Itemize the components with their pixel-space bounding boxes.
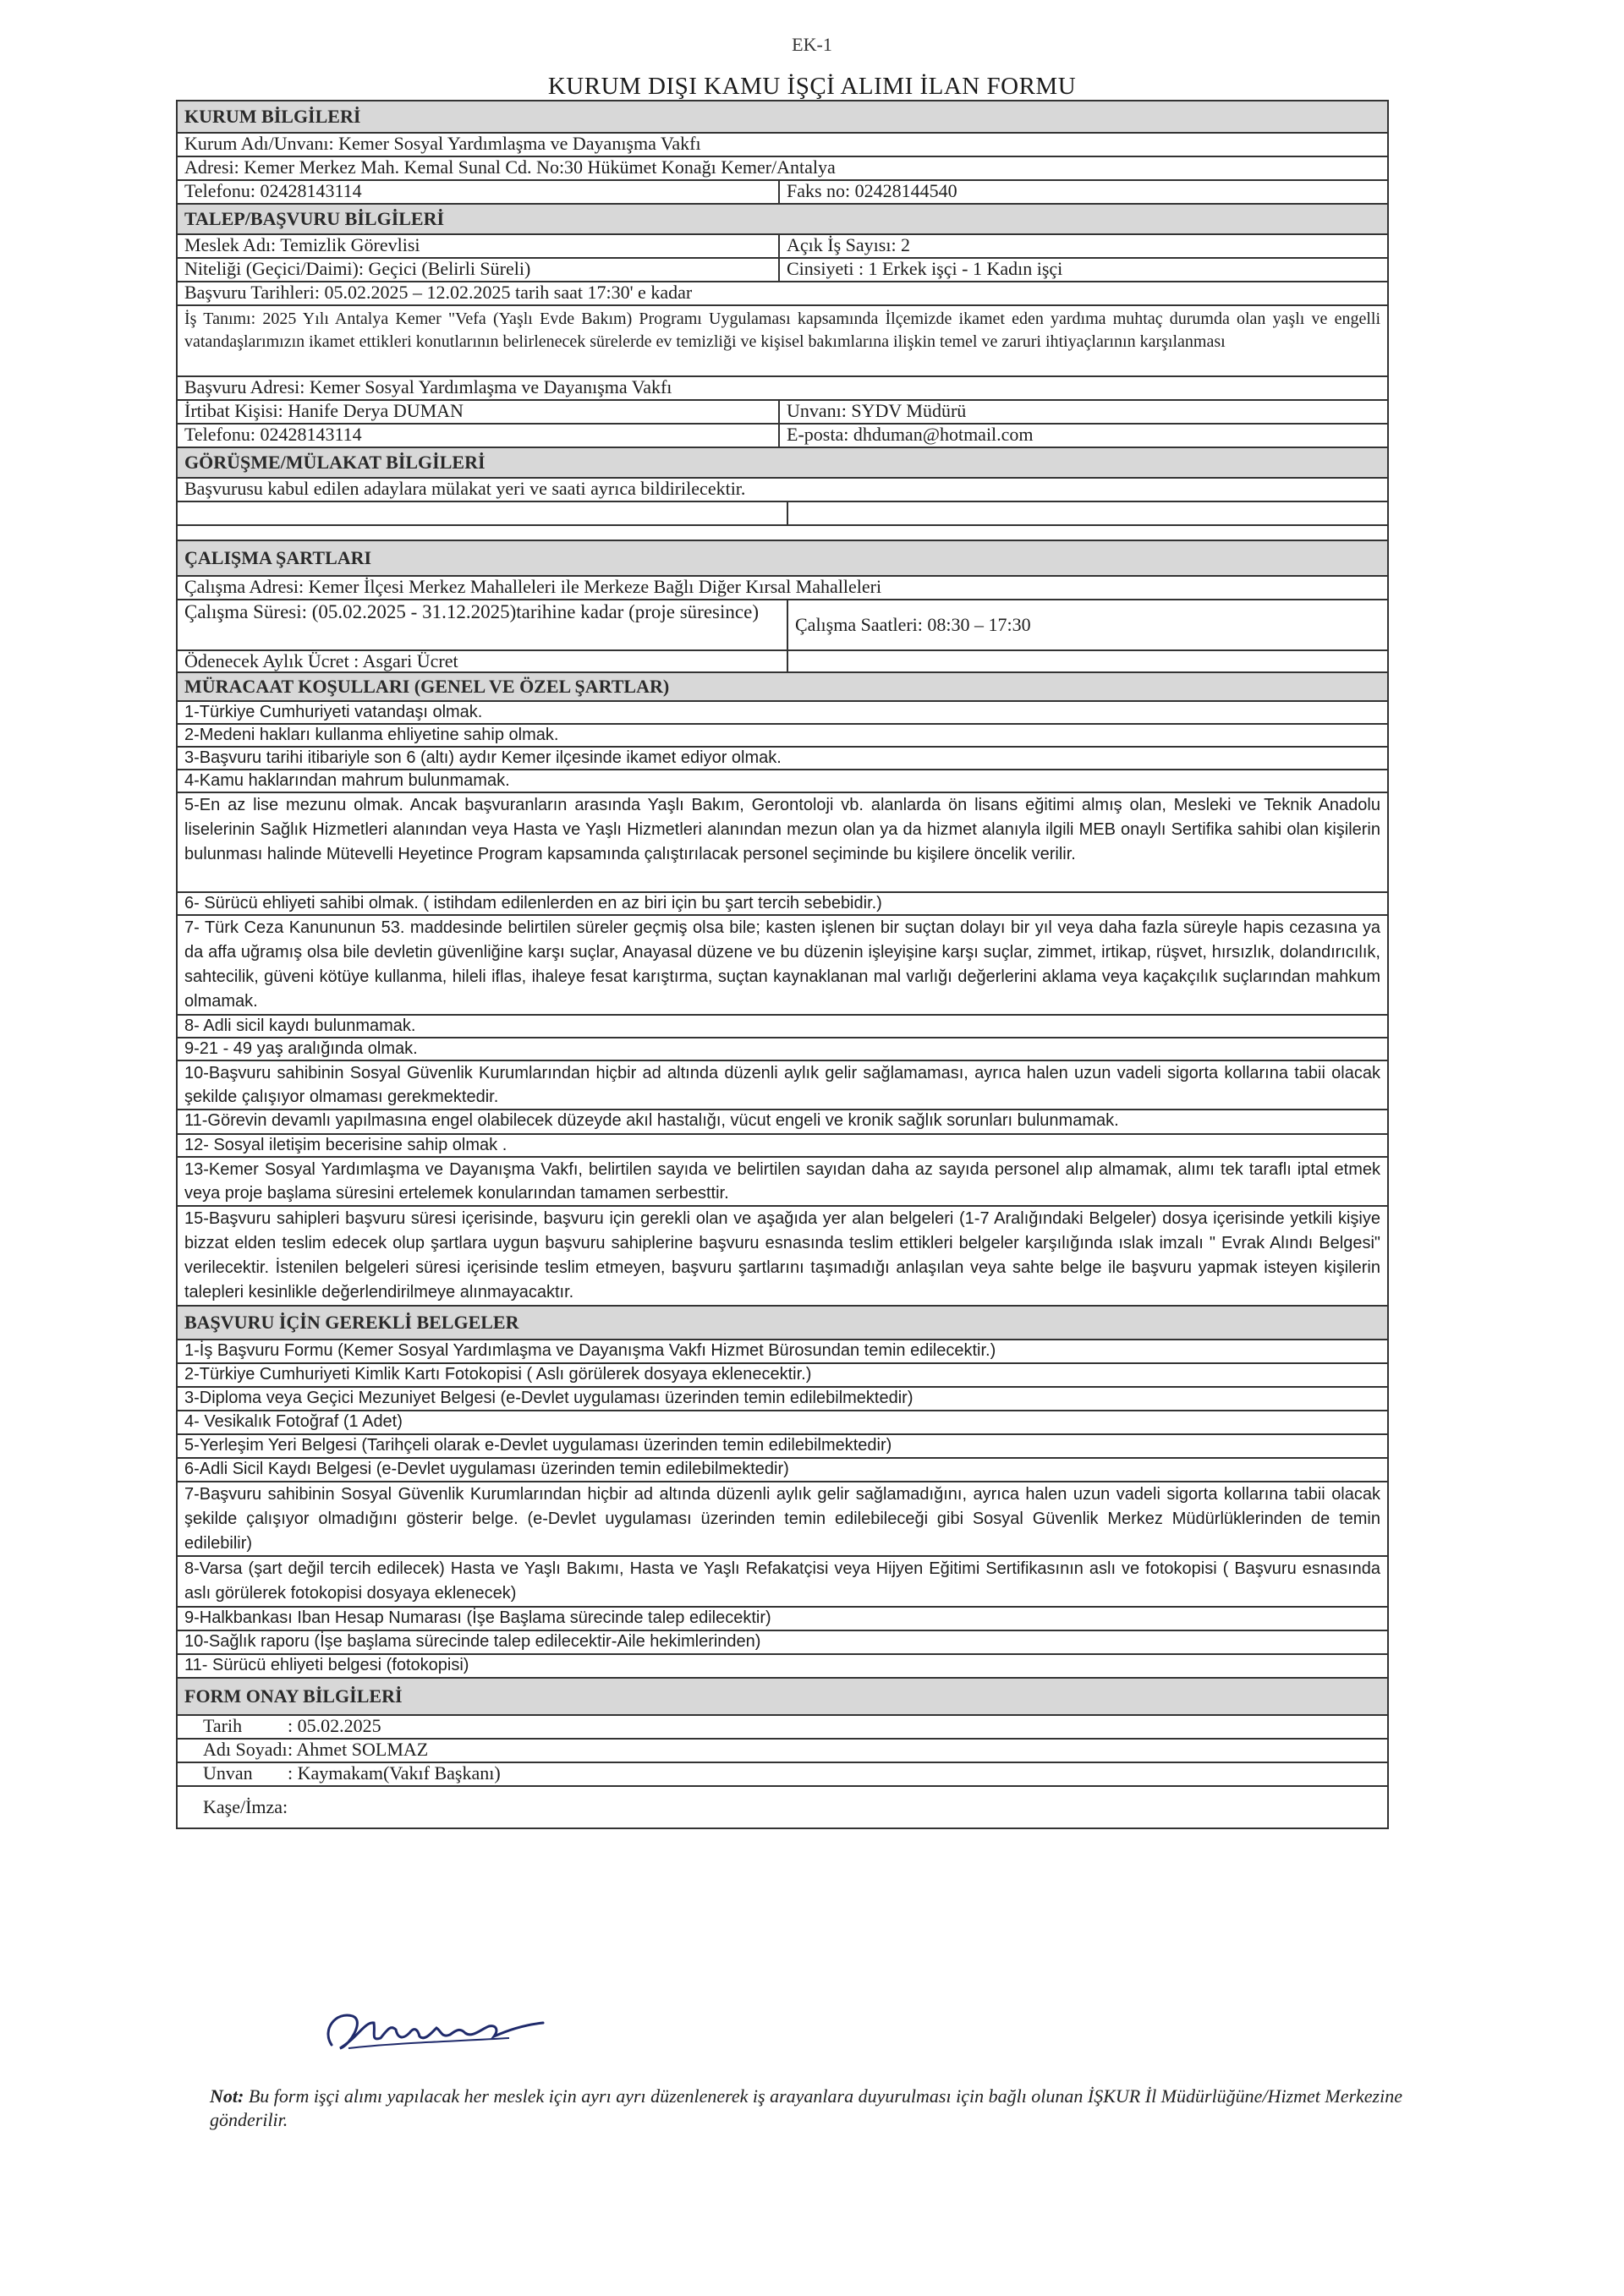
ucret-row bbox=[178, 651, 1387, 673]
kurum-faks: Faks no: 02428144540 bbox=[778, 181, 1387, 203]
irtibat-kisisi: İrtibat Kişisi: Hanife Derya DUMAN bbox=[184, 401, 464, 421]
odenecek-ucret: Ödenecek Aylık Ücret : Asgari Ücret bbox=[184, 651, 458, 671]
adi-soyadi-label: Adı Soyadı bbox=[203, 1740, 288, 1760]
list-item: 9-Halkbankası Iban Hesap Numarası (İşe Başlama sürecinde talep edilecektir) bbox=[178, 1608, 1387, 1631]
list-item: 5-Yerleşim Yeri Belgesi (Tarihçeli olarak e-Devlet uygulaması üzerinden temin edilebilmektedir) bbox=[178, 1435, 1387, 1459]
section-header-kurum: KURUM BİLGİLERİ bbox=[178, 101, 1387, 134]
list-item: 15-Başvuru sahipleri başvuru süresi içerisinde, başvuru için gerekli olan ve aşağıda yer alan belgeleri (1-7 Aralığındaki Belgeler) dosya içerisinde yetkili kişiye bizzat elden teslim edecek olup şartlara uygun başvuru sahiplerine başvuru esnasında teslim ettikleri belgeler karşılığında ıslak imzalı " Evrak Alındı Belgesi" verilecektir. İstenilen belgeleri süresi içerisinde teslim etmeyen, başvuru şartlarını taşımadığı anlaşılan veya sahte belge ile başvuru yapmak isteyen kişilerin talepleri kesinlikle değerlendirilmeye alınmayacaktır. bbox=[178, 1207, 1387, 1307]
section-header-belgeler: BAŞVURU İÇİN GEREKLİ BELGELER bbox=[178, 1307, 1387, 1340]
kurum-adres: Adresi: Kemer Merkez Mah. Kemal Sunal Cd. No:30 Hükümet Konağı Kemer/Antalya bbox=[184, 157, 836, 178]
unvan-value: : Kaymakam(Vakıf Başkanı) bbox=[288, 1763, 501, 1784]
gorusme-bos-row bbox=[178, 502, 1387, 526]
calisma-adresi: Çalışma Adresi: Kemer İlçesi Merkez Mahalleleri ile Merkeze Bağlı Diğer Kırsal Mahalleleri bbox=[184, 577, 882, 597]
nitelik-row bbox=[178, 259, 1387, 282]
kurum-adi-row bbox=[178, 134, 1387, 157]
calisma-suresi: Çalışma Süresi: (05.02.2025 - 31.12.2025)tarihine kadar (proje süresince) bbox=[184, 601, 759, 622]
note-prefix: Not: bbox=[210, 2085, 244, 2107]
irtibat-row bbox=[178, 401, 1387, 425]
gorusme-row bbox=[178, 479, 1387, 502]
onay-kase-row bbox=[178, 1787, 1387, 1829]
kurum-adi: Kurum Adı/Unvanı: Kemer Sosyal Yardımlaşma ve Dayanışma Vakfı bbox=[184, 134, 701, 154]
list-item: 8-Varsa (şart değil tercih edilecek) Hasta ve Yaşlı Bakımı, Hasta ve Yaşlı Refakatçisi veya Hijyen Eğitimi Sertifikasının aslı ve fotokopisi ( Başvuru esnasında aslı görülerek fotokopisi dosyaya eklenecek) bbox=[178, 1557, 1387, 1608]
section-header-talep: TALEP/BAŞVURU BİLGİLERİ bbox=[178, 205, 1387, 235]
list-item: 2-Medeni hakları kullanma ehliyetine sahip olmak. bbox=[178, 725, 1387, 748]
note-text: Bu form işçi alımı yapılacak her meslek için ayrı ayrı düzenlenerek iş arayanlara duyurulması için bağlı olunan İŞKUR İl Müdürlüğüne/Hizmet Merkezine gönderilir. bbox=[210, 2085, 1402, 2130]
footer-note bbox=[210, 2085, 1411, 2132]
irtibat-eposta: E-posta: dhduman@hotmail.com bbox=[778, 425, 1387, 447]
onay-unvan-row bbox=[178, 1763, 1387, 1787]
list-item: 6- Sürücü ehliyeti sahibi olmak. ( istihdam edilenlerden en az biri için bu şart tercih sebebidir.) bbox=[178, 893, 1387, 916]
section-header-gorusme: GÖRÜŞME/MÜLAKAT BİLGİLERİ bbox=[178, 448, 1387, 479]
form-table bbox=[176, 100, 1389, 1829]
signature-image bbox=[315, 2004, 568, 2055]
calisma-adresi-row bbox=[178, 577, 1387, 600]
irtibat-iletisim-row bbox=[178, 425, 1387, 448]
tarih-value: : 05.02.2025 bbox=[288, 1716, 381, 1736]
list-item: 7- Türk Ceza Kanununun 53. maddesinde belirtilen süreler geçmiş olsa bile; kasten işlenen bir suçtan dolayı bir yıl veya daha fazla süreyle hapis cezasına ya da affa uğramış olsa bile devletin güvenliğine karşı suçlar, Anayasal düzene ve bu düzenin işleyişine karşı suçlar, zimmet, irtikap, rüşvet, hırsızlık, dolandırıcılık, sahtecilik, güveni kötüye kullanma, hileli iflas, ihaleye fesat karıştırma, suçtan kaynaklanan mal varlığı değerlerini aklama veya kaçakçılık suçlarından mahkum olmamak. bbox=[178, 916, 1387, 1016]
calisma-saatleri: Çalışma Saatleri: 08:30 – 17:30 bbox=[787, 600, 1387, 649]
gorusme-metni: Başvurusu kabul edilen adaylara mülakat yeri ve saati ayrıca bildirilecektir. bbox=[184, 479, 746, 499]
section-header-calisma: ÇALIŞMA ŞARTLARI bbox=[178, 541, 1387, 577]
acik-is-sayisi: Açık İş Sayısı: 2 bbox=[778, 235, 1387, 257]
basvuru-tarihleri: Başvuru Tarihleri: 05.02.2025 – 12.02.2025 tarih saat 17:30' e kadar bbox=[184, 282, 693, 303]
list-item: 8- Adli sicil kaydı bulunmamak. bbox=[178, 1016, 1387, 1038]
basvuru-tarihleri-row bbox=[178, 282, 1387, 306]
is-tanimi-row bbox=[178, 306, 1387, 377]
list-item: 3-Diploma veya Geçici Mezuniyet Belgesi (e-Devlet uygulaması üzerinden temin edilebilmektedir) bbox=[178, 1388, 1387, 1411]
list-item: 11- Sürücü ehliyeti belgesi (fotokopisi) bbox=[178, 1655, 1387, 1679]
adi-soyadi-value: : Ahmet SOLMAZ bbox=[288, 1740, 429, 1760]
tarih-label: Tarih bbox=[203, 1716, 243, 1736]
calisma-suresi-row bbox=[178, 600, 1387, 651]
kurum-iletisim-row bbox=[178, 181, 1387, 205]
list-item: 4- Vesikalık Fotoğraf (1 Adet) bbox=[178, 1411, 1387, 1435]
unvan-label: Unvan bbox=[203, 1763, 253, 1784]
is-tanimi: İş Tanımı: 2025 Yılı Antalya Kemer "Vefa (Yaşlı Evde Bakım) Programı Uygulaması kapsamında İlçemizde ikamet eden yardıma muhtaç durumda olan yaşlı ve engelli vatandaşlarımızın ikamet ettikleri konutlarının belirlenecek sürelerde ev temizliği ve kişisel bakımlarına ilişkin temel ve zaruri ihtiyaçlarının karşılanması bbox=[184, 310, 1380, 351]
section-header-muracaat: MÜRACAAT KOŞULLARI (GENEL VE ÖZEL ŞARTLAR) bbox=[178, 673, 1387, 702]
list-item: 12- Sosyal iletişim becerisine sahip olmak . bbox=[178, 1135, 1387, 1158]
list-item: 9-21 - 49 yaş aralığında olmak. bbox=[178, 1038, 1387, 1061]
list-item: 1-Türkiye Cumhuriyeti vatandaşı olmak. bbox=[178, 702, 1387, 725]
list-item: 1-İş Başvuru Formu (Kemer Sosyal Yardımlaşma ve Dayanışma Vakfı Hizmet Bürosundan temin edilecektir.) bbox=[178, 1340, 1387, 1364]
document-title: KURUM DIŞI KAMU İŞÇİ ALIMI İLAN FORMU bbox=[547, 73, 1077, 100]
list-item: 6-Adli Sicil Kaydı Belgesi (e-Devlet uygulaması üzerinden temin edilebilmektedir) bbox=[178, 1459, 1387, 1482]
ek-label: EK-1 bbox=[792, 34, 832, 55]
irtibat-unvani: Unvanı: SYDV Müdürü bbox=[778, 401, 1387, 423]
onay-tarih-row bbox=[178, 1716, 1387, 1740]
cinsiyeti: Cinsiyeti : 1 Erkek işçi - 1 Kadın işçi bbox=[778, 259, 1387, 281]
list-item: 10-Sağlık raporu (İşe başlama sürecinde talep edilecektir-Aile hekimlerinden) bbox=[178, 1631, 1387, 1655]
meslek-row bbox=[178, 235, 1387, 259]
list-item: 11-Görevin devamlı yapılmasına engel olabilecek düzeyde akıl hastalığı, vücut engeli ve kronik sağlık sorunları bulunmamak. bbox=[178, 1110, 1387, 1135]
basvuru-adresi: Başvuru Adresi: Kemer Sosyal Yardımlaşma ve Dayanışma Vakfı bbox=[184, 377, 672, 397]
basvuru-adresi-row bbox=[178, 377, 1387, 401]
list-item: 3-Başvuru tarihi itibariyle son 6 (altı) aydır Kemer ilçesinde ikamet ediyor olmak. bbox=[178, 748, 1387, 770]
niteligi: Niteliği (Geçici/Daimi): Geçici (Belirli Süreli) bbox=[184, 259, 531, 279]
kase-imza-label: Kaşe/İmza: bbox=[203, 1796, 288, 1817]
list-item: 2-Türkiye Cumhuriyeti Kimlik Kartı Fotokopisi ( Aslı görülerek dosyaya eklenecektir.) bbox=[178, 1364, 1387, 1388]
list-item: 4-Kamu haklarından mahrum bulunmamak. bbox=[178, 770, 1387, 793]
section-header-onay: FORM ONAY BİLGİLERİ bbox=[178, 1679, 1387, 1716]
irtibat-telefon: Telefonu: 02428143114 bbox=[184, 425, 362, 445]
kurum-adres-row bbox=[178, 157, 1387, 181]
kurum-telefon: Telefonu: 02428143114 bbox=[184, 181, 362, 201]
meslek-adi: Meslek Adı: Temizlik Görevlisi bbox=[184, 235, 420, 255]
list-item: 5-En az lise mezunu olmak. Ancak başvuranların arasında Yaşlı Bakım, Gerontoloji vb. alanlarda ön lisans eğitimi almış olan, Mesleki ve Teknik Anadolu liselerinin Sağlık Hizmetleri alanından veya Hasta ve Yaşlı Hizmetleri alanından mezun olan ya da hizmet alanıyla ilgili MEB onaylı Sertifika sahibi olan kişilerin bulunması halinde Mütevelli Heyetince Program kapsamında çalıştırılacak personel seçiminde bu kişilere öncelik verilir. bbox=[178, 793, 1387, 893]
list-item: 7-Başvuru sahibinin Sosyal Güvenlik Kurumlarından hiçbir ad altında düzenli aylık gelir sağlamadığını, ayrıca halen uzun vadeli sigorta kollarına tabii olacak şekilde çalışıyor olmadığını gösterir belge. (e-Devlet uygulaması üzerinden temin edilebileceği gibi Sosyal Güvenlik Merkez Müdürlüklerinden de temin edilebilir) bbox=[178, 1482, 1387, 1557]
bos-satir bbox=[178, 526, 1387, 541]
onay-adi-row bbox=[178, 1740, 1387, 1763]
list-item: 13-Kemer Sosyal Yardımlaşma ve Dayanışma Vakfı, belirtilen sayıda ve belirtilen sayıdan daha az sayıda personel alıp almamak, alımı tek taraflı iptal etmek veya proje başlama süresini ertelemek konularından tamamen serbesttir. bbox=[178, 1158, 1387, 1207]
list-item: 10-Başvuru sahibinin Sosyal Güvenlik Kurumlarından hiçbir ad altında düzenli aylık gelir sağlamaması, ayrıca halen uzun vadeli sigorta kollarına tabii olacak şekilde çalışıyor olmaması gerekmektedir. bbox=[178, 1061, 1387, 1110]
